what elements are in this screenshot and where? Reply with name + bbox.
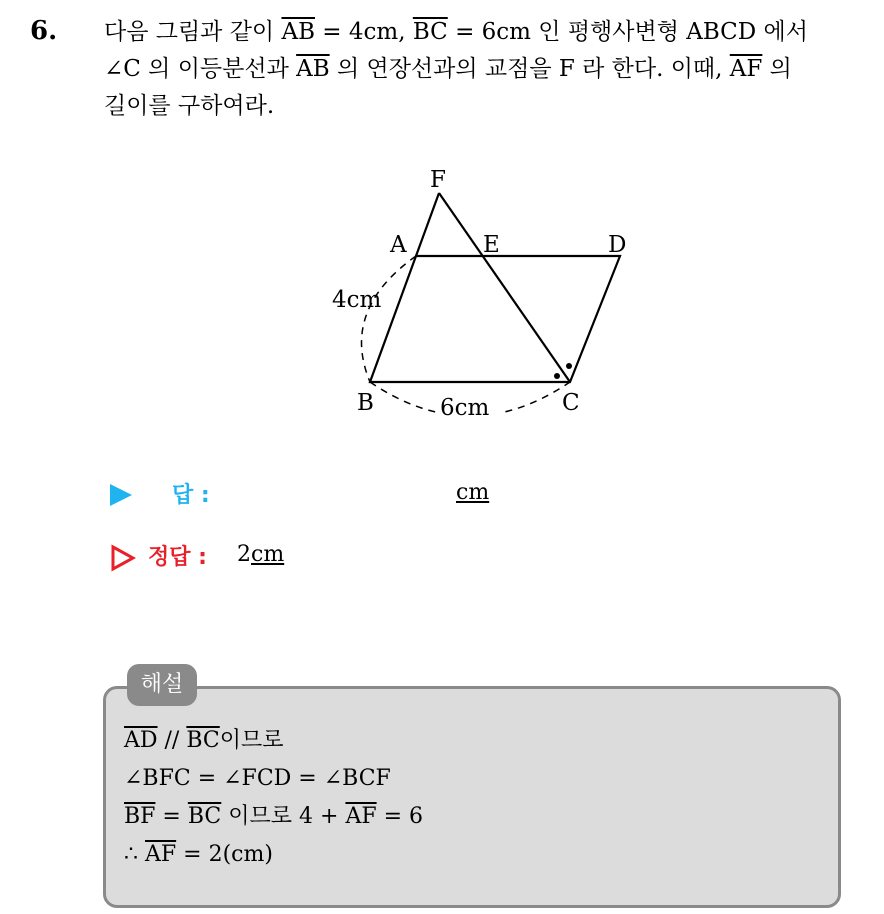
segment-bc: $\overline{BC}$ [187,804,222,829]
angle-mark [554,373,560,379]
parallelogram-figure [320,160,650,430]
segment-af: $\overline{AF}$ [145,842,177,867]
side-ab-length: 4cm [332,287,382,313]
question-text [104,14,874,125]
solution-unit: cm [251,542,285,567]
line-fc [439,193,570,382]
q-text: 다음 그림과 같이 [104,19,282,45]
q-text: 의 [762,56,792,82]
q-text: 의 연장선과의 교점을 F 라 한다. 이때, [329,56,730,82]
solution-value [237,542,284,567]
segment-ab: $\overline{AB}$ [281,19,315,45]
segment-bc: $\overline{BC}$ [186,728,220,753]
answer-unit: cm [456,480,490,505]
answer-label: 답 : [172,483,210,508]
exp-text: 이므로 4 + [221,804,346,829]
label-f: F [430,167,446,193]
line-af [416,193,439,256]
explanation-line-2: ∠BFC = ∠FCD = ∠BCF [124,766,391,791]
solution-label: 정답 : [148,545,207,570]
explanation-line-3 [124,798,423,836]
q-text: = 4cm, [314,19,413,45]
exp-text: 이므로 [219,728,284,753]
label-c: C [562,390,580,416]
play-arrow-icon [110,484,132,506]
label-a: A [390,232,407,258]
exp-text: = 2(cm) [176,842,273,867]
q-text: 길이를 구하여라. [104,93,275,119]
segment-af: $\overline{AF}$ [345,804,377,829]
label-b: B [357,390,374,416]
explanation-tab: 해설 [127,664,197,706]
outline-arrow-icon [110,544,136,572]
exp-text: ∴ [124,842,145,867]
segment-ad: $\overline{AD}$ [124,728,158,753]
arc-ab [362,256,416,382]
segment-bc: $\overline{BC}$ [412,19,448,45]
exp-text: = 6 [376,804,424,829]
solution-number: 2 [237,542,251,567]
explanation-line-4 [124,836,423,874]
q-text: ∠C 의 이등분선과 [104,56,297,82]
segment-bf: $\overline{BF}$ [124,804,156,829]
exp-text: = [155,804,188,829]
label-e: E [483,232,500,258]
explanation-lines [124,722,423,874]
side-bc-length: 6cm [440,395,490,421]
explanation-line-1 [124,722,423,760]
exp-text: // [157,728,187,753]
segment-ab: $\overline{AB}$ [296,56,330,82]
angle-mark [566,363,572,369]
segment-af: $\overline{AF}$ [729,56,763,82]
q-text: = 6cm 인 평행사변형 ABCD 에서 [447,19,808,45]
label-d: D [608,232,627,258]
question-number: 6. [30,16,58,46]
